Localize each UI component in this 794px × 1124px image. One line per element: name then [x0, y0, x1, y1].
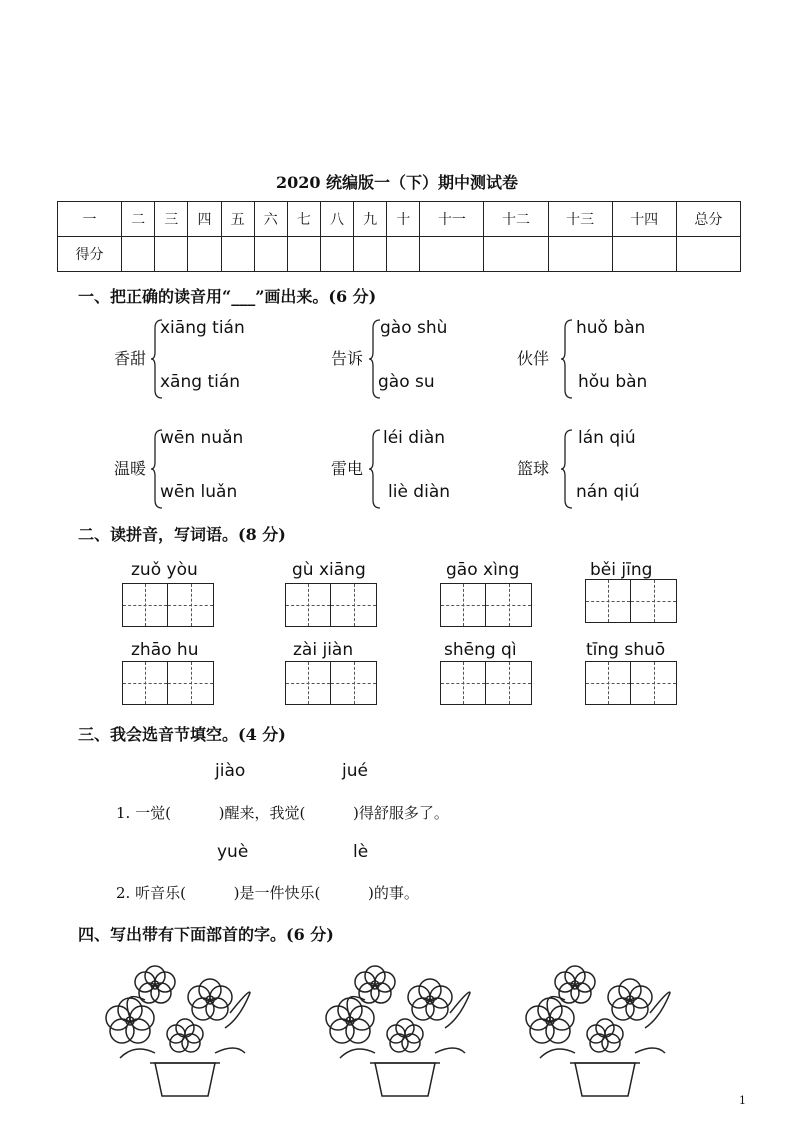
pinyin-prompt: zài jiàn [293, 640, 354, 660]
pinyin-choice: jué [342, 761, 368, 781]
score-input-cell[interactable] [676, 237, 740, 272]
pinyin-prompt: shēng qì [444, 640, 517, 660]
score-input-cell[interactable] [612, 237, 676, 272]
page-number: 1 [739, 1094, 746, 1107]
score-input-cell[interactable] [122, 237, 155, 272]
pinyin-prompt: zuǒ yòu [131, 560, 198, 580]
score-input-cell[interactable] [155, 237, 188, 272]
pinyin-prompt: běi jīng [590, 560, 653, 580]
flower-pot-icon [100, 958, 260, 1098]
fill-sentence-2[interactable]: 2. 听音乐( )是一件快乐( )的事。 [116, 884, 419, 902]
word-label: 雷电 [331, 459, 364, 478]
score-row-label: 得分 [58, 237, 122, 272]
pinyin-option[interactable]: gào su [378, 372, 435, 392]
pinyin-prompt: tīng shuō [586, 640, 666, 660]
score-header-cell: 八 [320, 202, 353, 237]
score-input-cell[interactable] [287, 237, 320, 272]
writing-grid[interactable] [440, 661, 532, 705]
score-header-cell: 二 [122, 202, 155, 237]
score-header-cell: 六 [254, 202, 287, 237]
writing-grid[interactable] [585, 579, 677, 623]
section-4-heading: 四、写出带有下面部首的字。(6 分) [78, 925, 334, 944]
pinyin-option[interactable]: hǒu bàn [578, 372, 648, 392]
score-header-cell: 五 [221, 202, 254, 237]
score-header-cell: 四 [188, 202, 221, 237]
word-label: 温暖 [114, 459, 147, 478]
score-table [57, 201, 741, 272]
score-header-cell: 一 [58, 202, 122, 237]
score-table-score-row [58, 237, 741, 272]
score-input-cell[interactable] [420, 237, 484, 272]
score-input-cell[interactable] [188, 237, 221, 272]
pinyin-prompt: zhāo hu [131, 640, 199, 660]
brace-icon [560, 428, 574, 510]
pinyin-option[interactable]: liè diàn [388, 482, 451, 502]
flower-pot-icon [320, 958, 480, 1098]
writing-grid[interactable] [585, 661, 677, 705]
writing-grid[interactable] [122, 661, 214, 705]
score-input-cell[interactable] [254, 237, 287, 272]
pinyin-option[interactable]: huǒ bàn [576, 318, 646, 338]
score-input-cell[interactable] [221, 237, 254, 272]
pinyin-option[interactable]: nán qiú [576, 482, 640, 502]
writing-grid[interactable] [285, 661, 377, 705]
flower-pot-icon [520, 958, 680, 1098]
pinyin-option[interactable]: gào shù [380, 318, 448, 338]
score-header-cell: 总分 [676, 202, 740, 237]
score-input-cell[interactable] [387, 237, 420, 272]
pinyin-option[interactable]: xiāng tián [160, 318, 245, 338]
score-header-cell: 十 [387, 202, 420, 237]
writing-grid[interactable] [440, 583, 532, 627]
score-input-cell[interactable] [320, 237, 353, 272]
score-header-cell: 十四 [612, 202, 676, 237]
pinyin-choice: lè [353, 842, 369, 862]
section-3-heading: 三、我会选音节填空。(4 分) [78, 725, 286, 744]
score-header-cell: 十三 [548, 202, 612, 237]
section-1-heading: 一、把正确的读音用“___”画出来。(6 分) [78, 287, 377, 306]
pinyin-choice: jiào [215, 761, 246, 781]
word-label: 告诉 [331, 349, 364, 368]
score-header-cell: 十一 [420, 202, 484, 237]
writing-grid[interactable] [285, 583, 377, 627]
word-label: 篮球 [517, 459, 550, 478]
brace-icon [560, 318, 574, 400]
section-2-heading: 二、读拼音，写词语。(8 分) [78, 525, 286, 544]
pinyin-option[interactable]: wēn nuǎn [160, 428, 244, 448]
pinyin-option[interactable]: léi diàn [383, 428, 446, 448]
pinyin-choice: yuè [217, 842, 249, 862]
writing-grid[interactable] [122, 583, 214, 627]
pinyin-option[interactable]: xāng tián [160, 372, 241, 392]
brace-icon [368, 428, 382, 510]
score-header-cell: 七 [287, 202, 320, 237]
score-header-cell: 三 [155, 202, 188, 237]
word-label: 伙伴 [517, 349, 550, 368]
word-label: 香甜 [114, 349, 147, 368]
score-input-cell[interactable] [484, 237, 548, 272]
pinyin-prompt: gù xiāng [292, 560, 366, 580]
score-input-cell[interactable] [548, 237, 612, 272]
score-table-header-row [58, 202, 741, 237]
score-header-cell: 十二 [484, 202, 548, 237]
page-title: 2020 统编版一（下）期中测试卷 [275, 173, 519, 192]
pinyin-prompt: gāo xìng [446, 560, 520, 580]
pinyin-option[interactable]: lán qiú [578, 428, 636, 448]
score-header-cell: 九 [354, 202, 387, 237]
pinyin-option[interactable]: wēn luǎn [160, 482, 238, 502]
score-input-cell[interactable] [354, 237, 387, 272]
fill-sentence-1[interactable]: 1. 一觉( )醒来，我觉( )得舒服多了。 [116, 804, 449, 822]
